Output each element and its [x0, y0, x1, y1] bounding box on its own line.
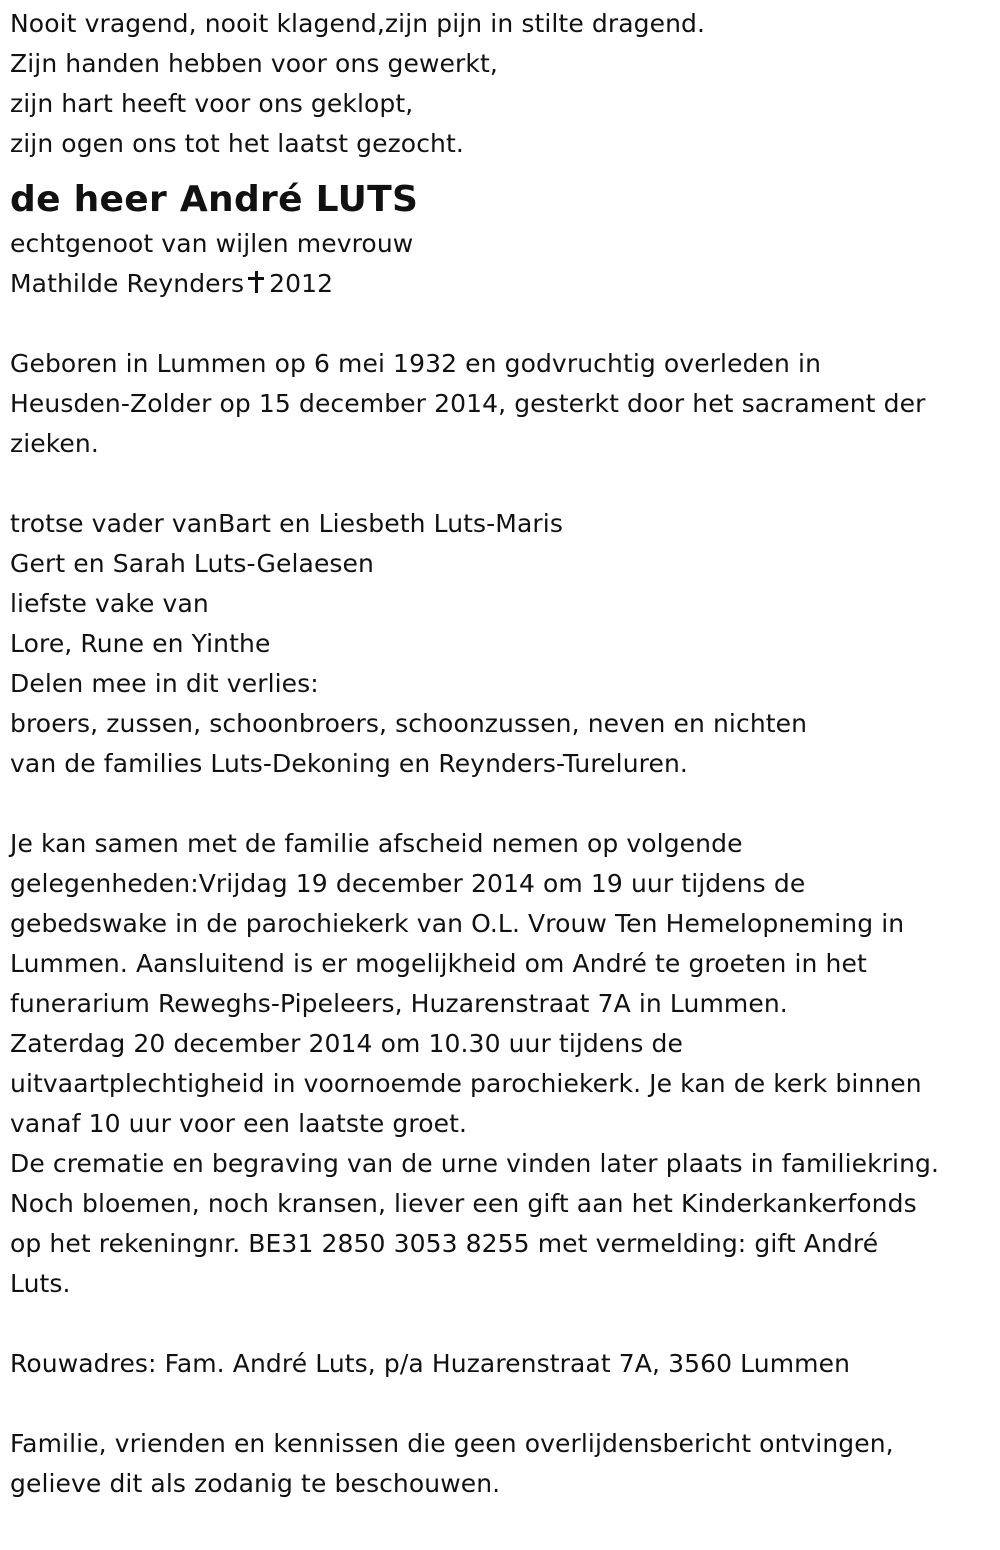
ceremony-line: uitvaartplechtigheid in voornoemde parochiekerk. Je kan de kerk binnen: [10, 1069, 922, 1098]
poem-line: zijn ogen ons tot het laatst gezocht.: [10, 129, 464, 158]
poem-line: zijn hart heeft voor ons geklopt,: [10, 89, 414, 118]
family-line: liefste vake van: [10, 589, 209, 618]
family-line: van de families Luts-Dekoning en Reynders-Tureluren.: [10, 749, 688, 778]
ceremony-line: De crematie en begraving van de urne vinden later plaats in familiekring.: [10, 1149, 940, 1178]
family-line: Lore, Rune en Yinthe: [10, 629, 271, 658]
poem-line: Zijn handen hebben voor ons gewerkt,: [10, 49, 498, 78]
ceremony-line: vanaf 10 uur voor een laatste groet.: [10, 1109, 468, 1138]
ceremony-line: Je kan samen met de familie afscheid nemen op volgende: [10, 829, 743, 858]
ceremony-paragraph: [10, 824, 990, 1304]
deceased-name: de heer André LUTS: [10, 179, 419, 220]
spouse-info: [10, 224, 990, 304]
closing-line: gelieve dit als zodanig te beschouwen.: [10, 1469, 501, 1498]
birth-death-paragraph: [10, 344, 990, 464]
spouse-name-line: [10, 264, 990, 304]
spacer: [10, 464, 990, 504]
ceremony-line: gelegenheden:Vrijdag 19 december 2014 om 19 uur tijdens de: [10, 869, 806, 898]
birth-death-line: Heusden-Zolder op 15 december 2014, gesterkt door het sacrament der: [10, 389, 926, 418]
ceremony-line: Luts.: [10, 1269, 71, 1298]
poem: [10, 4, 990, 164]
cross-icon: [247, 271, 265, 293]
ceremony-line: funerarium Reweghs-Pipeleers, Huzarenstraat 7A in Lummen.: [10, 989, 788, 1018]
spacer: [10, 1384, 990, 1424]
family-line: Gert en Sarah Luts-Gelaesen: [10, 549, 374, 578]
closing-line: Familie, vrienden en kennissen die geen overlijdensbericht ontvingen,: [10, 1429, 894, 1458]
ceremony-line: Lummen. Aansluitend is er mogelijkheid om André te groeten in het: [10, 949, 867, 978]
spacer: [10, 784, 990, 824]
birth-death-line: Geboren in Lummen op 6 mei 1932 en godvruchtig overleden in: [10, 349, 822, 378]
ceremony-line: Zaterdag 20 december 2014 om 10.30 uur tijdens de: [10, 1029, 683, 1058]
spouse-line: echtgenoot van wijlen mevrouw: [10, 229, 414, 258]
spouse-name: Mathilde Reynders: [10, 269, 245, 298]
family-line: broers, zussen, schoonbroers, schoonzussen, neven en nichten: [10, 709, 808, 738]
mourning-address: Rouwadres: Fam. André Luts, p/a Huzarenstraat 7A, 3560 Lummen: [10, 1349, 851, 1378]
ceremony-line: Noch bloemen, noch kransen, liever een gift aan het Kinderkankerfonds: [10, 1189, 917, 1218]
family-line: Delen mee in dit verlies:: [10, 669, 319, 698]
poem-line: Nooit vragend, nooit klagend,zijn pijn in stilte dragend.: [10, 9, 706, 38]
spacer: [10, 1304, 990, 1344]
family-line: trotse vader vanBart en Liesbeth Luts-Maris: [10, 509, 563, 538]
spacer: [10, 304, 990, 344]
ceremony-line: op het rekeningnr. BE31 2850 3053 8255 met vermelding: gift André: [10, 1229, 879, 1258]
birth-death-line: zieken.: [10, 429, 99, 458]
closing-paragraph: [10, 1424, 990, 1504]
ceremony-line: gebedswake in de parochiekerk van O.L. Vrouw Ten Hemelopneming in: [10, 909, 905, 938]
family-paragraph: [10, 504, 990, 784]
spouse-death-year: 2012: [269, 269, 334, 298]
